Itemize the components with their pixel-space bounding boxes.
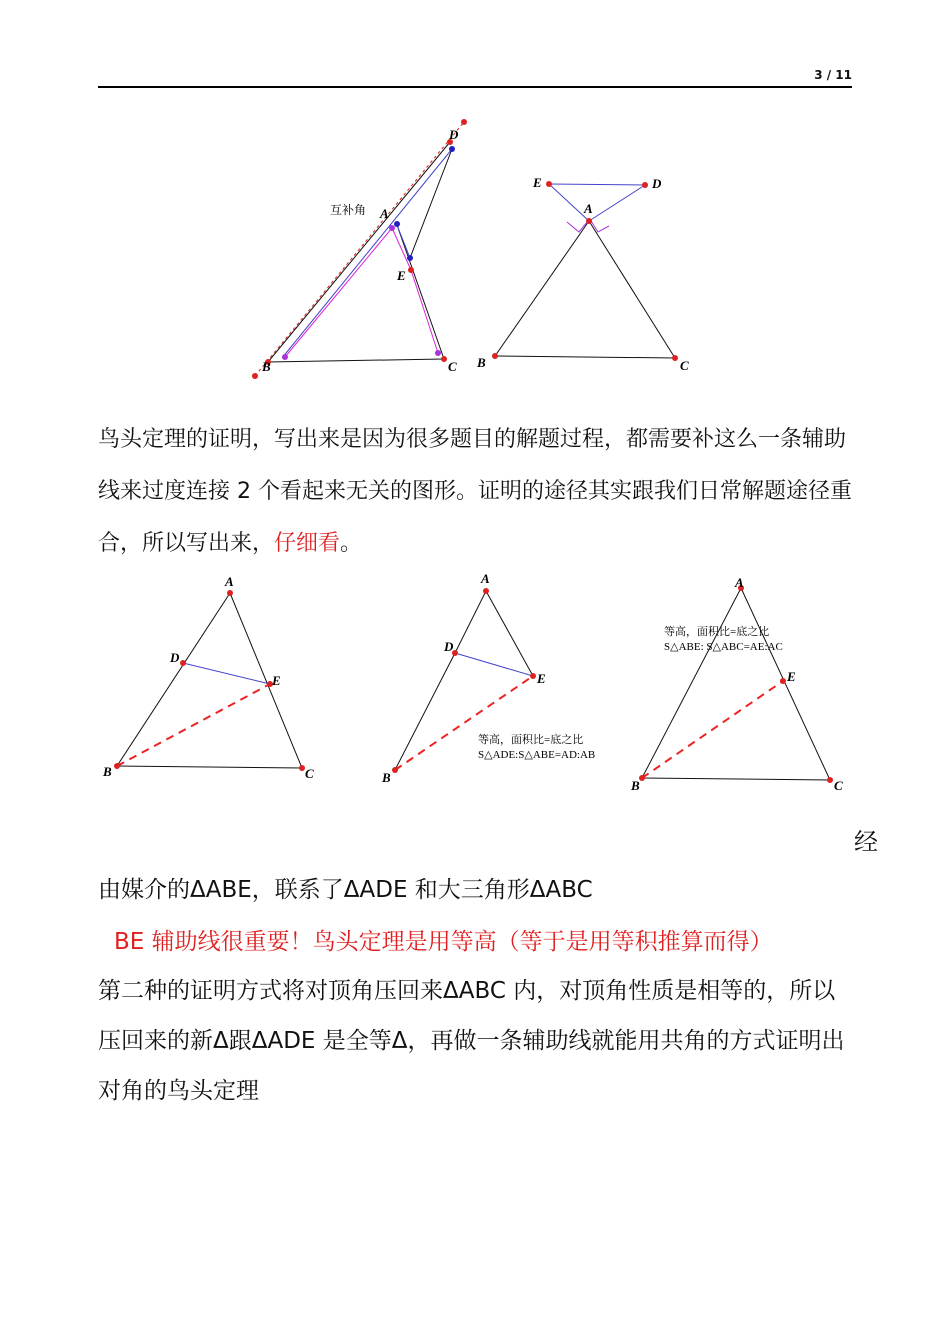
figure-4 — [381, 571, 595, 785]
line-important: BE 辅助线很重要！鸟头定理是用等高（等于是用等积推算而得） — [114, 929, 773, 955]
figure-5 — [630, 575, 843, 793]
fig3-label-b: B — [103, 764, 112, 779]
fig1-label-d: D — [449, 127, 459, 142]
fig5-label-e: E — [787, 669, 796, 684]
fig1-label-c: C — [448, 359, 457, 374]
fig2-label-d: D — [652, 176, 662, 191]
fig4-label-e: E — [537, 671, 546, 686]
fig4-label-b: B — [382, 770, 391, 785]
fig4-note-line1: 等高，面积比=底之比 — [478, 734, 584, 746]
line-media: 由媒介的ΔABE，联系了ΔADE 和大三角形ΔABC — [98, 877, 593, 903]
paragraph-1 — [98, 414, 858, 570]
fig2-label-b: B — [477, 355, 486, 370]
fig4-label-a: A — [481, 571, 490, 586]
fig2-label-a: A — [584, 201, 593, 216]
fig1-label-e: E — [397, 268, 406, 283]
page-number: 3 / 11 — [814, 68, 852, 82]
fig1-label-a: A — [380, 206, 389, 221]
fig5-note-line2: S△ABE: S△ABC=AE:AC — [664, 641, 783, 653]
fig4-note-line2: S△ADE:S△ABE=AD:AB — [478, 749, 596, 761]
figure-1 — [252, 119, 467, 379]
fig2-label-c: C — [680, 358, 689, 373]
paragraph-1-end: 。 — [340, 531, 363, 556]
paragraph-1-highlight: 仔细看 — [274, 531, 341, 556]
fig3-label-c: C — [305, 766, 314, 781]
fig4-label-d: D — [444, 639, 454, 654]
fig3-label-a: A — [225, 574, 234, 589]
fig3-label-d: D — [170, 650, 180, 665]
paragraph-second: 第二种的证明方式将对顶角压回来ΔABC 内，对顶角性质是相等的，所以压回来的新Δ跟ΔADE 是全等Δ，再做一条辅助线就能用共角的方式证明出对角的鸟头定理 — [98, 978, 845, 1104]
fig5-label-b: B — [631, 778, 640, 793]
fig5-note-line1: 等高，面积比=底之比 — [664, 626, 770, 638]
fig5-label-a: A — [735, 575, 744, 590]
trailing-char: 经 — [854, 828, 878, 856]
fig5-label-c: C — [834, 778, 843, 793]
figure-2 — [476, 175, 689, 373]
fig2-label-e: E — [533, 175, 542, 190]
fig1-note: 互补角 — [330, 203, 367, 217]
fig1-label-b: B — [262, 359, 271, 374]
paragraph-1-text: 鸟头定理的证明，写出来是因为很多题目的解题过程，都需要补这么一条辅助线来过度连接 2 个看起来无关的图形。证明的途径其实跟我们日常解题途径重合，所以写出来， — [98, 427, 852, 556]
figure-3 — [102, 574, 314, 781]
fig3-label-e: E — [272, 673, 281, 688]
